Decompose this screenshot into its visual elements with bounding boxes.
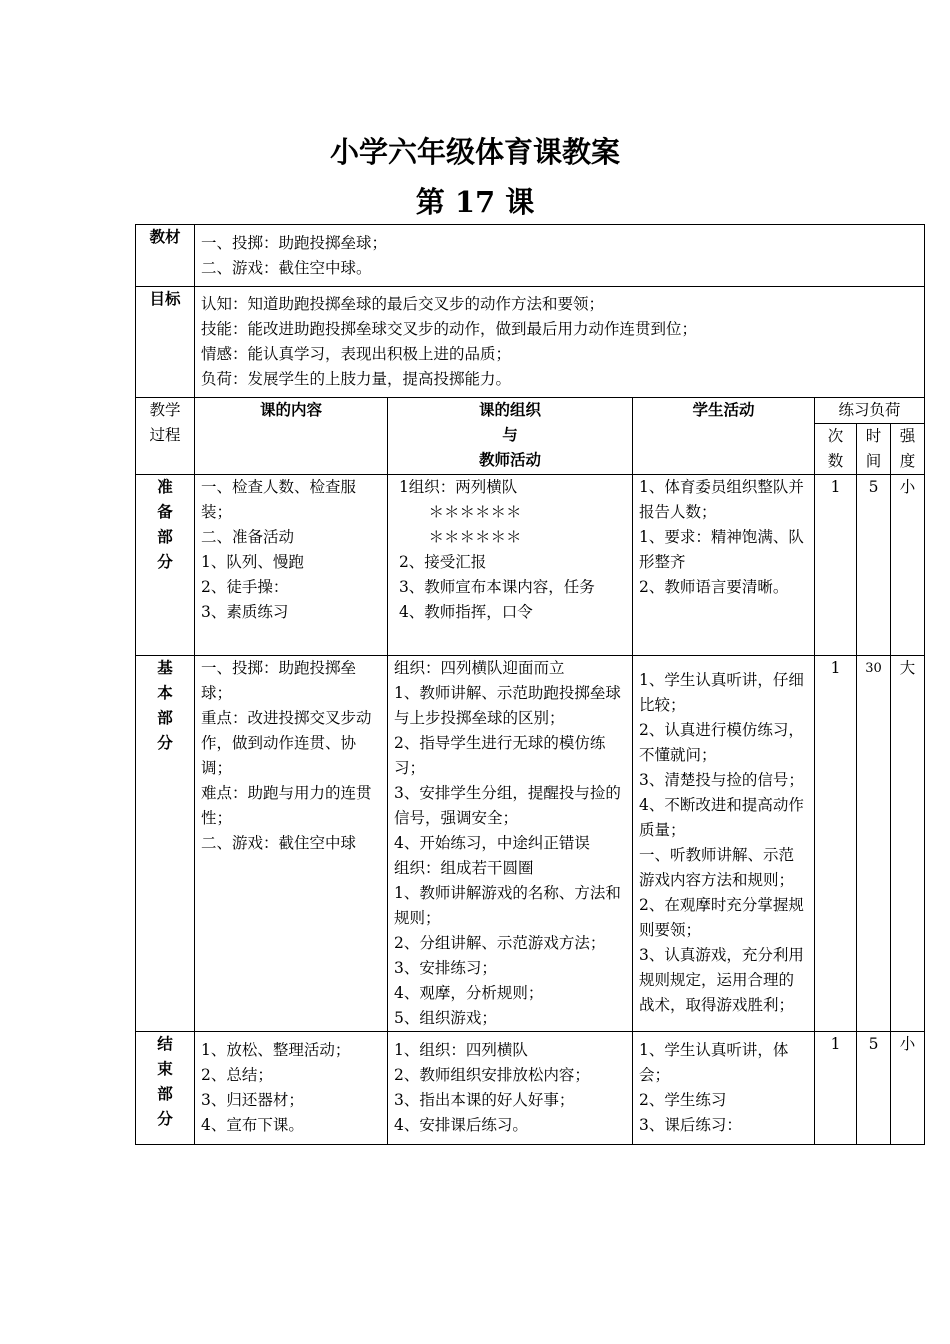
section-name: 基 本 部 分 (136, 656, 195, 1032)
header-content: 课的内容 (195, 398, 388, 475)
header-organization: 课的组织 与 教师活动 (388, 398, 633, 475)
lesson-number: 第 17 课 (415, 185, 535, 219)
section-times: 1 (815, 656, 857, 1032)
section-organization: 1、组织：四列横队 2、教师组织安排放松内容； 3、指出本课的好人好事； 4、安排课后练习。 (388, 1032, 633, 1145)
section-name: 准 备 部 分 (136, 475, 195, 656)
section-intensity: 大 (891, 656, 925, 1032)
section-organization: 1组织：两列横队 ＊＊＊＊＊＊ ＊＊＊＊＊＊ 2、接受汇报 3、教师宣布本课内容，任务 4、教师指挥，口令 (388, 475, 633, 656)
goal-line: 情感：能认真学习，表现出积极上进的品质； (201, 345, 512, 363)
header-load: 练习负荷 (815, 398, 925, 424)
section-content: 一、检查人数、检查服装； 二、准备活动 1、队列、慢跑 2、徒手操： 3、素质练习 (195, 475, 388, 656)
section-row-ending (136, 1032, 925, 1145)
section-row-preparation (136, 475, 925, 656)
page-title: 小学六年级体育课教案 (329, 135, 620, 169)
section-intensity: 小 (891, 1032, 925, 1145)
material-line: 二、游戏：截住空中球。 (201, 259, 372, 277)
section-times: 1 (815, 475, 857, 656)
material-label: 教材 (136, 225, 195, 287)
goal-line: 负荷：发展学生的上肢力量，提高投掷能力。 (201, 370, 512, 388)
goals-label: 目标 (136, 287, 195, 398)
material-row (136, 225, 925, 287)
section-duration: 5 (857, 475, 891, 656)
goal-line: 技能：能改进助跑投掷垒球交叉步的动作，做到最后用力动作连贯到位； (201, 320, 698, 338)
section-times: 1 (815, 1032, 857, 1145)
material-content (195, 225, 925, 287)
section-student: 1、学生认真听讲，体会； 2、学生练习 3、课后练习： (633, 1032, 815, 1145)
lesson-plan-table (135, 224, 925, 1145)
section-row-main (136, 656, 925, 1032)
section-organization: 组织：四列横队迎面而立 1、教师讲解、示范助跑投掷垒球与上步投掷垒球的区别； 2、指导学生进行无球的模仿练习； 3、安排学生分组，提醒投与捡的信号，强调安全； 4、开始练习，中途纠正错误 组织：组成若干圆圈 1、教师讲解游戏的名称、方法和规则； 2、分组讲解、示范游戏方法； 3、安排练习； 4、观摩，分析规则； 5、组织游戏； (388, 656, 633, 1032)
section-content: 一、投掷：助跑投掷垒球； 重点：改进投掷交叉步动作，做到动作连贯、协调； 难点：助跑与用力的连贯性； 二、游戏：截住空中球 (195, 656, 388, 1032)
section-content: 1、放松、整理活动； 2、总结； 3、归还器材； 4、宣布下课。 (195, 1032, 388, 1145)
section-student: 1、学生认真听讲，仔细比较； 2、认真进行模仿练习，不懂就问； 3、清楚投与捡的信号； 4、不断改进和提高动作质量； 一、听教师讲解、示范游戏内容方法和规则； 2、在观摩时充分掌握规则要领； 3、认真游戏，充分利用规则规定，运用合理的战术，取得游戏胜利； (633, 656, 815, 1032)
header-student: 学生活动 (633, 398, 815, 475)
header-times: 次 数 (815, 424, 857, 475)
section-intensity: 小 (891, 475, 925, 656)
goal-line: 认知：知道助跑投掷垒球的最后交叉步的动作方法和要领； (201, 295, 605, 313)
section-duration: 30 (857, 656, 891, 1032)
header-intensity: 强 度 (891, 424, 925, 475)
goals-content (195, 287, 925, 398)
header-process: 教学 过程 (136, 398, 195, 475)
header-row (136, 398, 925, 424)
material-line: 一、投掷：助跑投掷垒球； (201, 234, 388, 252)
section-student: 1、体育委员组织整队并报告人数； 1、要求：精神饱满、队形整齐 2、教师语言要清晰。 (633, 475, 815, 656)
header-duration: 时 间 (857, 424, 891, 475)
section-name: 结 束 部 分 (136, 1032, 195, 1145)
section-duration: 5 (857, 1032, 891, 1145)
goals-row (136, 287, 925, 398)
